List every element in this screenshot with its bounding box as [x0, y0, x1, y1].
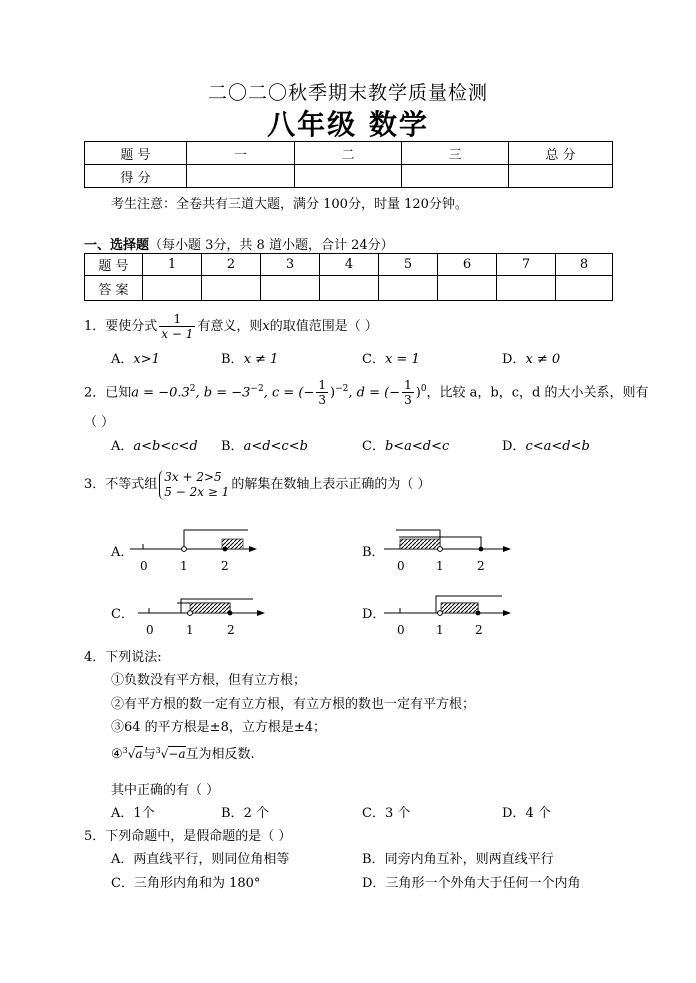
tick-label: 2	[475, 623, 483, 637]
q4-item4-pre: ④	[111, 747, 123, 762]
q2-d-fraction	[402, 378, 414, 407]
score-row-label: 得 分	[85, 165, 187, 188]
q2-stem	[84, 372, 649, 410]
q1-post-a: 有意义，则	[197, 319, 263, 334]
q1-post-b: 的取值范围是（ ）	[269, 319, 378, 334]
q3-line2: 5 − 2x ≥ 1	[164, 484, 230, 499]
answer-number: 2	[202, 254, 261, 276]
q2-c-fraction	[316, 378, 328, 407]
q3-line1: 3x + 2>5	[164, 469, 222, 484]
q3-option-c-label[interactable]: C．	[111, 607, 134, 622]
q2-post: ，比较 a，b，c，d 的大小关系，则有	[426, 385, 649, 401]
q1-option-c[interactable]: C．x = 1	[362, 352, 420, 367]
tick-label: 0	[397, 623, 405, 637]
score-cell	[509, 165, 613, 188]
tick-label: 0	[140, 559, 148, 573]
score-header-cell: 二	[295, 142, 402, 165]
score-cell	[402, 165, 509, 188]
q3-option-a-numberline[interactable]	[130, 522, 270, 582]
q3-system	[159, 470, 229, 500]
q3-option-b-label[interactable]: B．	[362, 545, 385, 560]
tick-label: 1	[180, 559, 188, 573]
q2-c-frac-den: 3	[318, 393, 327, 408]
q1-frac-num: 1	[159, 312, 195, 327]
section-heading-title: 一、选择题	[84, 238, 150, 253]
answer-number: 5	[379, 254, 438, 276]
q2-b-exp: −2	[250, 384, 264, 394]
answer-cell	[320, 276, 379, 301]
q2-d-close: )	[415, 385, 421, 401]
q2-c-close: )	[330, 385, 336, 401]
q2-option-a[interactable]: A．a<b<c<d	[111, 439, 198, 454]
answer-cell	[497, 276, 556, 301]
q4-option-b[interactable]: B．2 个	[221, 806, 269, 821]
answer-cell	[202, 276, 261, 301]
q4-stem: 4．下列说法:	[84, 650, 162, 665]
cube-root-neg-a: $^3$√−a	[155, 746, 186, 761]
q3-option-d-numberline[interactable]	[384, 586, 524, 646]
score-cell	[295, 165, 402, 188]
cube-root-a: $^3$√a	[122, 746, 143, 761]
q2-c-def: , c = (−	[263, 385, 315, 401]
answer-cell	[379, 276, 438, 301]
q1-fraction	[159, 312, 195, 341]
tick-label: 1	[436, 623, 444, 637]
q3-post: 的解集在数轴上表示正确的为（ ）	[231, 477, 431, 492]
q1-option-d[interactable]: D．x ≠ 0	[502, 352, 561, 367]
q5-stem: 5．下列命题中，是假命题的是（ ）	[84, 829, 292, 844]
q3-option-d-label[interactable]: D．	[362, 607, 386, 622]
q5-option-c[interactable]: C．三角形内角和为 180°	[111, 876, 261, 891]
answer-cell	[143, 276, 202, 301]
q4-item-2: ②有平方根的数一定有立方根，有立方根的数也一定有平方根；	[111, 697, 476, 712]
score-header-cell: 三	[402, 142, 509, 165]
q3-pre: 3．不等式组	[84, 477, 158, 492]
answer-number: 1	[143, 254, 202, 276]
answer-cell	[261, 276, 320, 301]
q2-option-d[interactable]: D．c<a<d<b	[502, 439, 590, 454]
q4-item-1: ①负数没有平方根，但有立方根；	[111, 673, 307, 688]
q4-question: 其中正确的有（ ）	[111, 783, 220, 798]
q2-d-frac-num: 1	[404, 378, 412, 393]
section-heading-note: （每小题 3分，共 8 道小题，合计 24分）	[149, 238, 394, 253]
answer-number: 7	[497, 254, 556, 276]
answer-table	[84, 253, 613, 301]
q2-d-exp: 0	[420, 384, 427, 394]
answer-cell	[438, 276, 497, 301]
score-cell	[187, 165, 295, 188]
q3-option-a-label[interactable]: A．	[111, 545, 134, 560]
q4-item4-post: 互为相反数.	[185, 747, 255, 762]
q2-a-exp: 2	[189, 384, 196, 394]
answer-cell	[556, 276, 613, 301]
tick-label: 0	[146, 623, 154, 637]
q2-a-def: a = −0.3	[131, 385, 190, 401]
answer-number: 6	[438, 254, 497, 276]
subject-title: 八年级 数学	[267, 108, 429, 141]
q2-d-def: , d = (−	[348, 385, 401, 401]
q1-frac-den: x − 1	[161, 327, 194, 341]
q4-option-c[interactable]: C．3 个	[362, 806, 411, 821]
section-heading	[84, 234, 394, 253]
tick-label: 1	[436, 559, 444, 573]
answer-number: 8	[556, 254, 613, 276]
exam-title: 二〇二〇秋季期末教学质量检测	[207, 82, 488, 104]
tick-label: 2	[227, 623, 235, 637]
q2-c-frac-num: 1	[318, 378, 327, 393]
answer-row-label: 题 号	[85, 254, 143, 276]
q2-c-exp: −2	[335, 384, 349, 394]
q3-stem	[84, 467, 430, 503]
tick-label: 1	[186, 623, 194, 637]
q5-option-a[interactable]: A．两直线平行，则同位角相等	[111, 852, 290, 867]
q5-option-d[interactable]: D．三角形一个外角大于任何一个内角	[362, 876, 581, 891]
q1-pre: 1．要使分式	[84, 319, 158, 334]
q5-option-b[interactable]: B．同旁内角互补，则两直线平行	[362, 852, 554, 867]
exam-notice: 考生注意：全卷共有三道大题，满分 100分，时量 120分钟。	[111, 197, 468, 212]
answer-number: 4	[320, 254, 379, 276]
q2-d-frac-den: 3	[404, 393, 412, 408]
q4-item-3: ③64 的平方根是±8，立方根是±4；	[111, 720, 327, 735]
score-header-cell: 总 分	[509, 142, 613, 165]
tick-label: 2	[221, 559, 229, 573]
score-table	[84, 141, 613, 188]
q2-b-def: , b = −3	[195, 385, 251, 401]
answer-number: 3	[261, 254, 320, 276]
q1-stem	[84, 310, 378, 344]
answer-row-label: 答 案	[85, 276, 143, 301]
score-header-cell: 一	[187, 142, 295, 165]
q1-var: x	[262, 319, 270, 334]
q1-option-b[interactable]: B．x ≠ 1	[221, 352, 279, 367]
score-header-cell: 题 号	[85, 142, 187, 165]
tick-label: 0	[397, 559, 405, 573]
q4-item-4	[111, 743, 255, 762]
q2-option-c[interactable]: C．b<a<d<c	[362, 439, 450, 454]
tick-label: 2	[477, 559, 485, 573]
q3-option-b-numberline[interactable]	[384, 522, 524, 582]
q4-option-d[interactable]: D．4 个	[502, 806, 551, 821]
q2-option-b[interactable]: B．a<d<c<b	[221, 439, 308, 454]
q1-option-a[interactable]: A．x>1	[111, 352, 160, 367]
q4-item4-mid: 与	[142, 747, 156, 762]
q3-option-c-numberline[interactable]	[138, 586, 278, 646]
q4-option-a[interactable]: A．1个	[111, 806, 155, 821]
q2-paren: （ ）	[84, 415, 115, 430]
q2-pre: 2．已知	[84, 385, 132, 401]
